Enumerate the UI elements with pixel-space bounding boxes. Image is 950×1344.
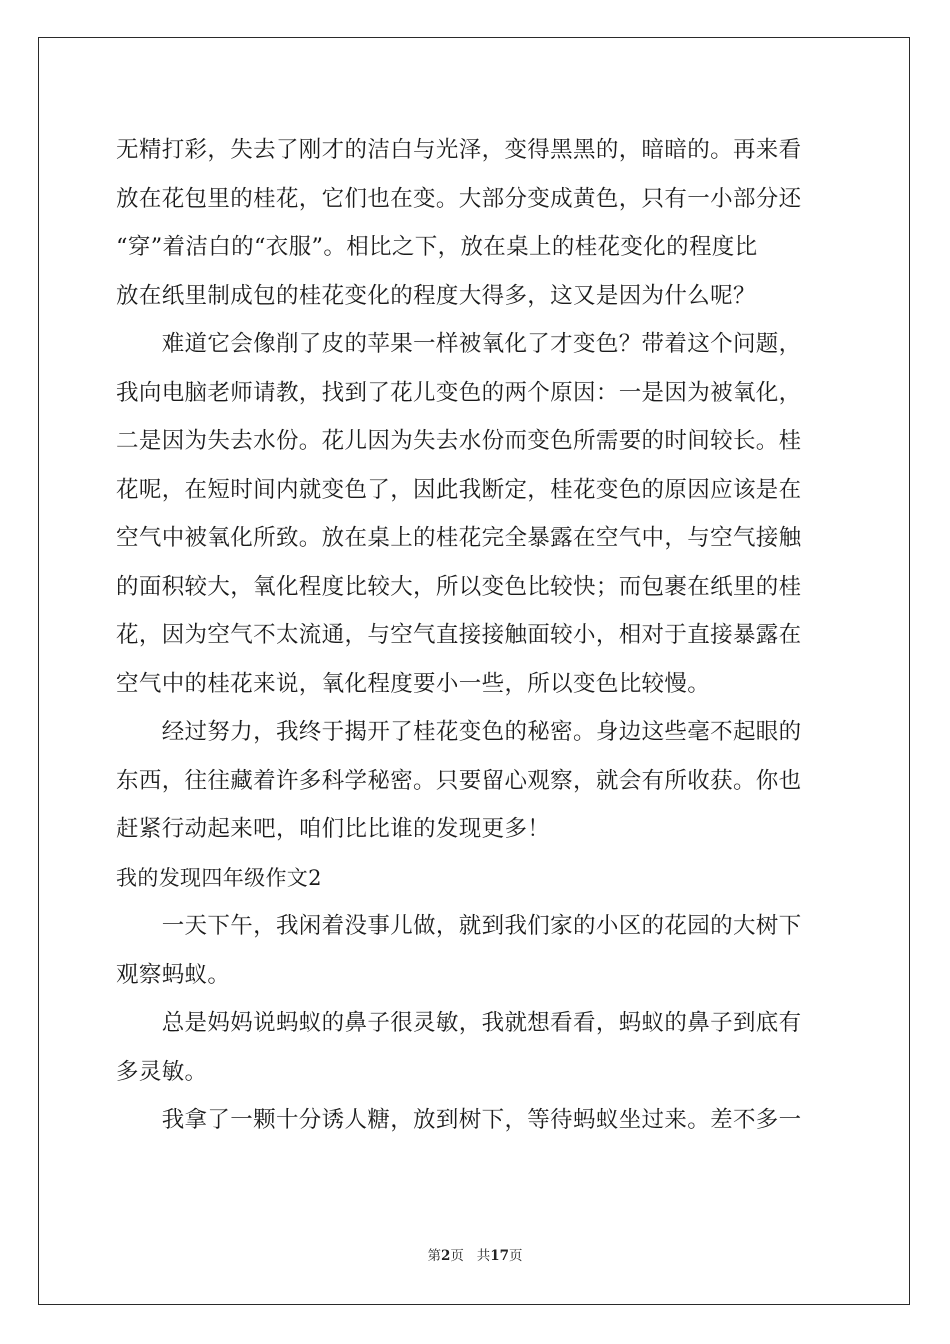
page-number: 2 (440, 1248, 451, 1264)
text-line: 二是因为失去水份。花儿因为失去水份而变色所需要的时间较长。桂 (116, 428, 802, 454)
text-line: 我向电脑老师请教，找到了花儿变色的两个原因：一是因为被氧化， (116, 379, 802, 406)
text-line: 放在纸里制成包的桂花变化的程度大得多，这又是因为什么呢？ (116, 282, 756, 309)
total-label-prefix: 共 (476, 1248, 491, 1264)
text-line: 经过努力，我终于揭开了桂花变色的秘密。身边这些毫不起眼的 (116, 719, 802, 745)
text-line: 我拿了一颗十分诱人糖，放到树下，等待蚂蚁坐过来。差不多一 (116, 1107, 802, 1133)
text-line: 放在花包里的桂花，它们也在变。大部分变成黄色，只有一小部分还 (116, 185, 802, 212)
text-line: 多灵敏。 (116, 1058, 208, 1085)
section-heading: 我的发现四年级作文2 (116, 865, 322, 890)
page-label-suffix: 页 (450, 1248, 464, 1264)
total-pages: 17 (490, 1248, 510, 1264)
text-line: 东西，往往藏着许多科学秘密。只要留心观察，就会有所收获。你也 (116, 767, 802, 794)
text-line: 空气中被氧化所致。放在桌上的桂花完全暴露在空气中，与空气接触 (116, 525, 802, 551)
text-line: 一天下午，我闲着没事儿做，就到我们家的小区的花园的大树下 (116, 913, 802, 939)
page-footer (0, 1244, 950, 1264)
page-label-prefix: 第 (427, 1248, 441, 1264)
text-line: 难道它会像削了皮的苹果一样被氧化了才变色？带着这个问题， (116, 331, 802, 357)
text-line: 花，因为空气不太流通，与空气直接接触面较小，相对于直接暴露在 (116, 622, 802, 648)
text-line: 总是妈妈说蚂蚁的鼻子很灵敏，我就想看看，蚂蚁的鼻子到底有 (116, 1010, 802, 1036)
text-line: 花呢，在短时间内就变色了，因此我断定，桂花变色的原因应该是在 (116, 476, 802, 503)
text-line: 空气中的桂花来说，氧化程度要小一些，所以变色比较慢。 (116, 670, 711, 697)
text-line: “穿”着洁白的“衣服”。相比之下，放在桌上的桂花变化的程度比 (116, 234, 758, 260)
text-line: 无精打彩，失去了刚才的洁白与光泽，变得黑黑的，暗暗的。再来看 (116, 137, 802, 163)
total-label-suffix: 页 (509, 1248, 523, 1264)
text-line: 赶紧行动起来吧，咱们比比谁的发现更多！ (116, 816, 551, 842)
text-line: 的面积较大，氧化程度比较大，所以变色比较快；而包裹在纸里的桂 (116, 573, 802, 600)
document-body (116, 126, 832, 1145)
text-line: 观察蚂蚁。 (116, 961, 231, 988)
